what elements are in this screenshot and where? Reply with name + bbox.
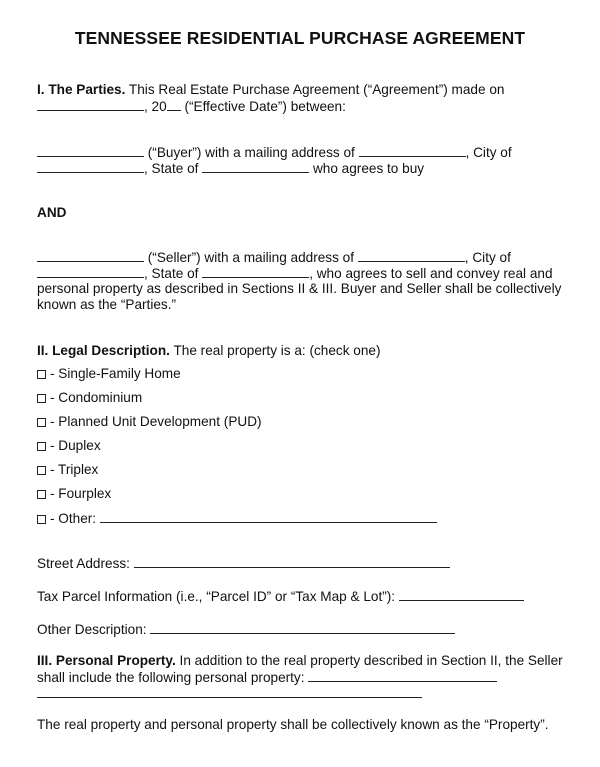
street-address-line: Street Address: [37,555,450,572]
seller-name-blank[interactable] [37,249,144,262]
option-fourplex[interactable]: - Fourplex [37,486,111,502]
option-pud[interactable]: - Planned Unit Development (PUD) [37,414,262,430]
date-blank[interactable] [37,98,144,111]
personal-property-blank[interactable] [308,669,497,682]
checkbox[interactable] [37,466,46,475]
personal-heading: III. Personal Property. [37,653,176,668]
legal-heading: II. Legal Description. [37,343,170,358]
personal-property-blank-line-2[interactable] [37,697,422,698]
tax-parcel-blank[interactable] [399,588,524,601]
street-address-blank[interactable] [134,555,450,568]
option-other[interactable]: - Other: [37,510,437,527]
buyer-line-2: , State of who agrees to buy [37,160,424,177]
seller-line-4: known as the “Parties.” [37,297,177,312]
option-condominium[interactable]: - Condominium [37,390,142,406]
option-duplex[interactable]: - Duplex [37,438,101,454]
seller-city-blank[interactable] [37,265,144,278]
tax-parcel-line: Tax Parcel Information (i.e., “Parcel ID” or “Tax Map & Lot”): [37,588,524,605]
seller-state-blank[interactable] [202,265,309,278]
buyer-state-blank[interactable] [202,160,309,173]
legal-intro: II. Legal Description. The real property is a: (check one) [37,343,381,358]
checkbox[interactable] [37,370,46,379]
other-type-blank[interactable] [100,510,437,523]
buyer-line-1: (“Buyer”) with a mailing address of , City of [37,144,512,161]
option-triplex[interactable]: - Triplex [37,462,98,478]
checkbox[interactable] [37,442,46,451]
property-definition: The real property and personal property shall be collectively known as the “Property”. [37,717,549,732]
personal-line-2: shall include the following personal property: [37,669,497,686]
checkbox[interactable] [37,418,46,427]
buyer-name-blank[interactable] [37,144,144,157]
checkbox[interactable] [37,515,46,524]
parties-line-1: I. The Parties. This Real Estate Purchase Agreement (“Agreement”) made on [37,82,505,97]
and-label: AND [37,205,67,220]
checkbox[interactable] [37,394,46,403]
parties-line-2: , 20 (“Effective Date”) between: [37,98,346,115]
checkbox[interactable] [37,490,46,499]
seller-address-blank[interactable] [358,249,465,262]
document-title: TENNESSEE RESIDENTIAL PURCHASE AGREEMENT [74,28,526,48]
buyer-address-blank[interactable] [359,144,466,157]
option-single-family[interactable]: - Single-Family Home [37,366,181,382]
seller-line-2: , State of , who agrees to sell and convey real and [37,265,553,282]
other-description-line: Other Description: [37,621,455,638]
seller-line-3: personal property as described in Sections II & III. Buyer and Seller shall be collectively [37,281,562,296]
other-description-blank[interactable] [150,621,455,634]
parties-heading: I. The Parties. [37,82,126,97]
buyer-city-blank[interactable] [37,160,144,173]
seller-line-1: (“Seller”) with a mailing address of , City of [37,249,511,266]
personal-line-1: III. Personal Property. In addition to the real property described in Section II, the Seller [37,653,563,668]
year-blank[interactable] [167,98,181,111]
